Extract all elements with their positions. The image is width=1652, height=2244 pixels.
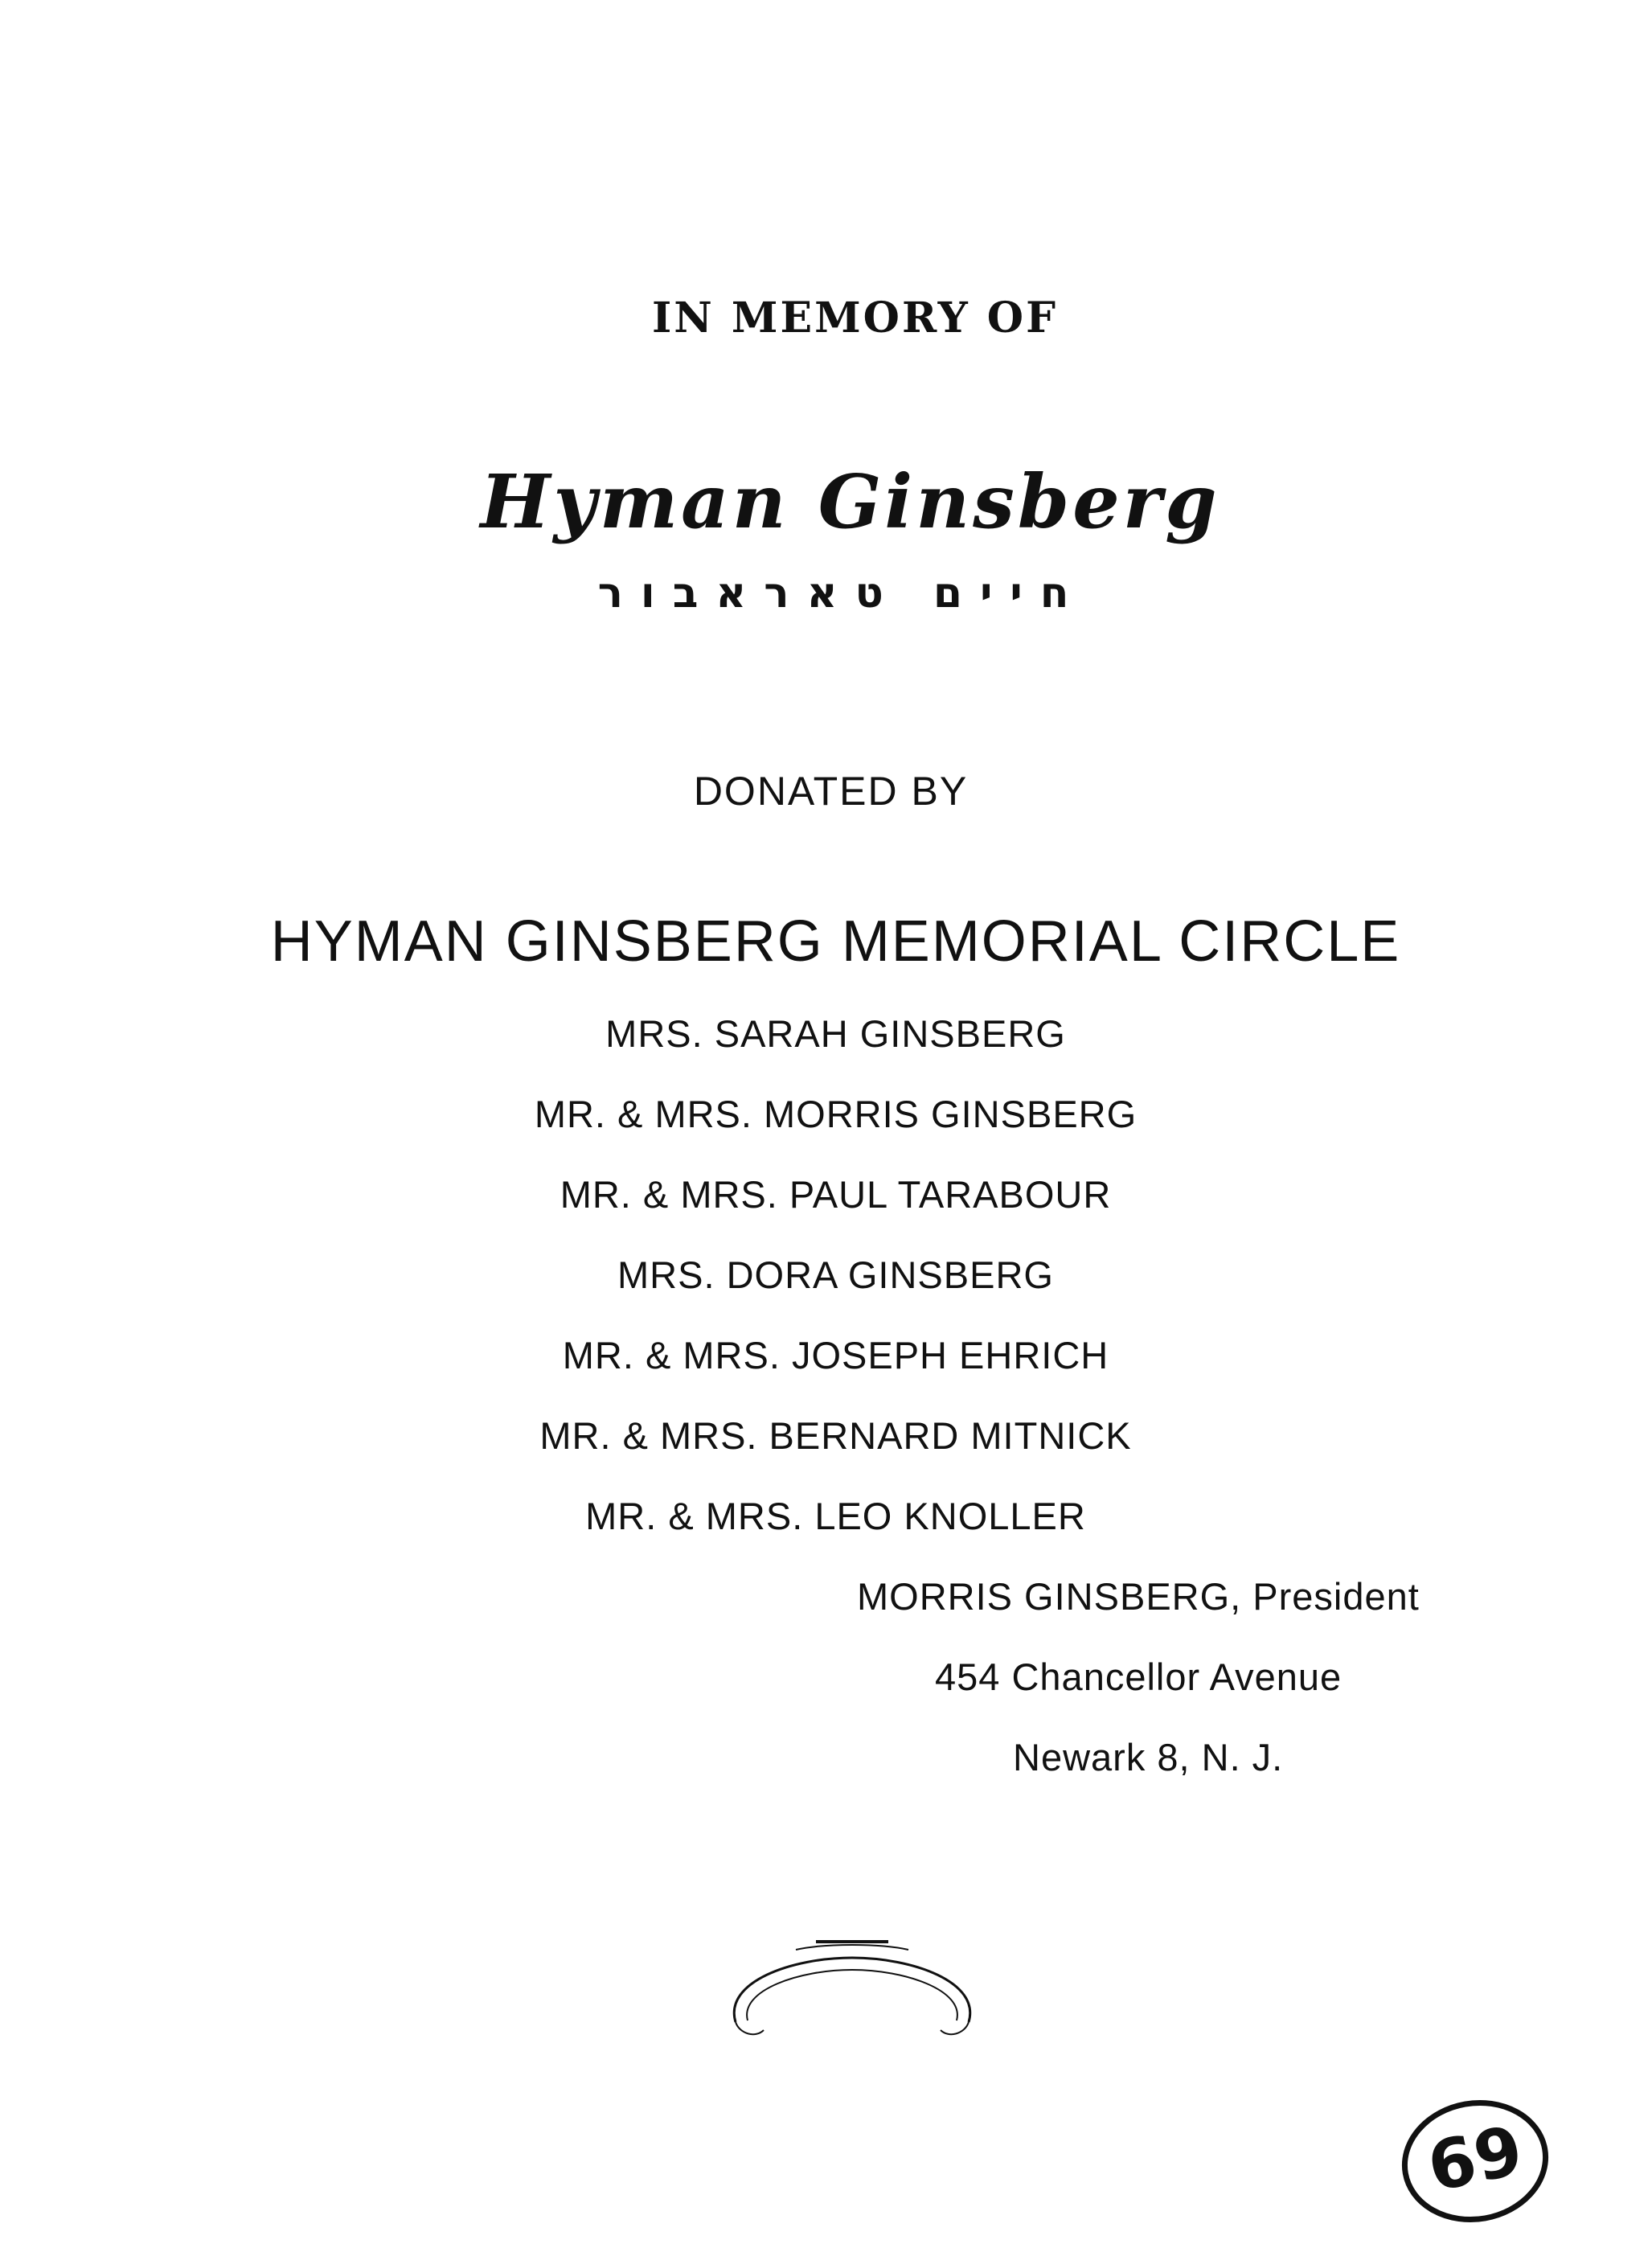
memorial-heading: IN MEMORY OF: [651, 293, 1059, 343]
page-number-mark: [1395, 2090, 1556, 2227]
member-line: MR. & MRS. LEO KNOLLER: [585, 1495, 1086, 1537]
donated-by-label: DONATED BY: [693, 769, 969, 814]
page-number: 69: [1420, 2110, 1530, 2208]
member-line: MR. & MRS. MORRIS GINSBERG: [534, 1093, 1138, 1135]
decorative-ornament-icon: [719, 1926, 985, 2046]
member-line: MRS. SARAH GINSBERG: [605, 1012, 1066, 1055]
organization-name: HYMAN GINSBERG MEMORIAL CIRCLE: [270, 909, 1401, 974]
president-signature: MORRIS GINSBERG, President: [857, 1575, 1420, 1618]
member-line: MR. & MRS. PAUL TARABOUR: [560, 1173, 1112, 1216]
honoree-hebrew-name: חיים טאראבור: [597, 569, 1087, 617]
address-line: 454 Chancellor Avenue: [935, 1655, 1343, 1698]
honoree-name: Hyman Ginsberg: [480, 458, 1220, 545]
city-line: Newark 8, N. J.: [1013, 1736, 1284, 1778]
member-line: MR. & MRS. JOSEPH EHRICH: [562, 1334, 1109, 1376]
member-line: MR. & MRS. BERNARD MITNICK: [539, 1414, 1132, 1457]
member-line: MRS. DORA GINSBERG: [617, 1253, 1054, 1296]
